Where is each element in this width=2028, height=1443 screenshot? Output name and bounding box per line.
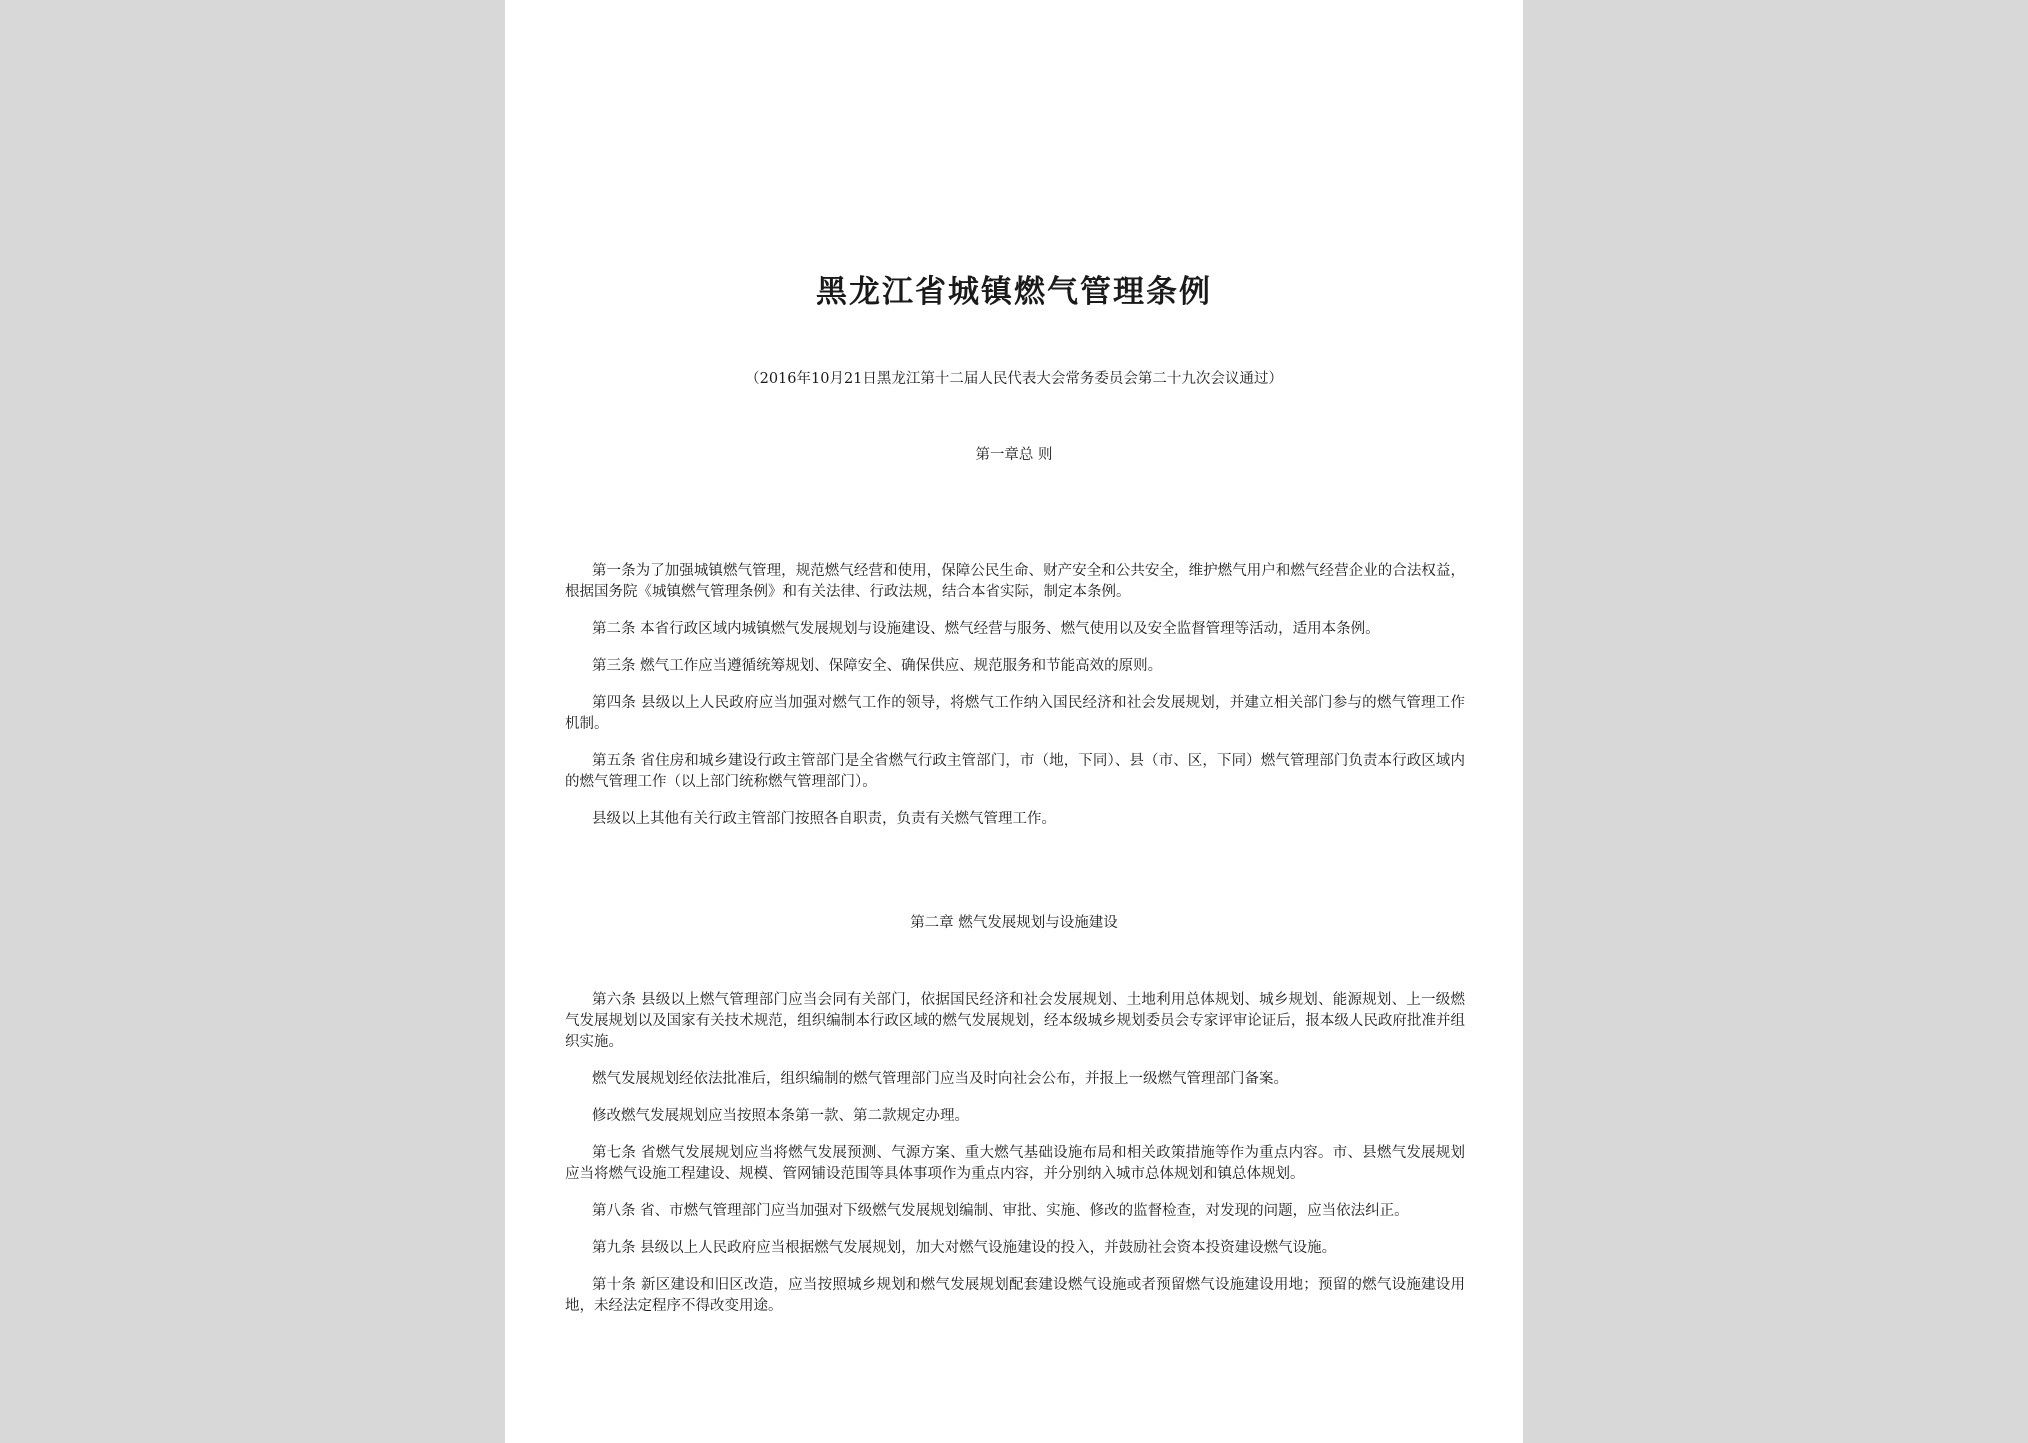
chapter-2-body	[565, 990, 1465, 1333]
article-6: 第六条 县级以上燃气管理部门应当会同有关部门，依据国民经济和社会发展规划、土地利用总体规划、城乡规划、能源规划、上一级燃气发展规划以及国家有关技术规范，组织编制本行政区域的燃气发展规划，经本级城乡规划委员会专家评审论证后，报本级人民政府批准并组织实施。	[565, 992, 1465, 1050]
chapter-1-body	[565, 561, 1465, 846]
chapter-1-heading: 第一章总 则	[975, 447, 1053, 463]
article-1: 第一条为了加强城镇燃气管理，规范燃气经营和使用，保障公民生命、财产安全和公共安全，维护燃气用户和燃气经营企业的合法权益，根据国务院《城镇燃气管理条例》和有关法律、行政法规，结合本省实际，制定本条例。	[565, 563, 1465, 600]
chapter-2-heading: 第二章 燃气发展规划与设施建设	[910, 915, 1118, 931]
article-7: 第七条 省燃气发展规划应当将燃气发展预测、气源方案、重大燃气基础设施布局和相关政策措施等作为重点内容。市、县燃气发展规划应当将燃气设施工程建设、规模、管网铺设范围等具体事项作为重点内容，并分别纳入城市总体规划和镇总体规划。	[565, 1145, 1465, 1182]
article-5: 第五条 省住房和城乡建设行政主管部门是全省燃气行政主管部门，市（地，下同）、县（市、区，下同）燃气管理部门负责本行政区域内的燃气管理工作（以上部门统称燃气管理部门）。	[565, 753, 1465, 790]
article-8: 第八条 省、市燃气管理部门应当加强对下级燃气发展规划编制、审批、实施、修改的监督检查，对发现的问题，应当依法纠正。	[592, 1203, 1409, 1219]
article-3: 第三条 燃气工作应当遵循统筹规划、保障安全、确保供应、规范服务和节能高效的原则。	[592, 658, 1163, 674]
article-9: 第九条 县级以上人民政府应当根据燃气发展规划，加大对燃气设施建设的投入，并鼓励社会资本投资建设燃气设施。	[592, 1240, 1337, 1256]
article-2: 第二条 本省行政区域内城镇燃气发展规划与设施建设、燃气经营与服务、燃气使用以及安全监督管理等活动，适用本条例。	[592, 621, 1380, 637]
article-6-paragraph-2: 燃气发展规划经依法批准后，组织编制的燃气管理部门应当及时向社会公布，并报上一级燃气管理部门备案。	[592, 1071, 1288, 1087]
article-5-paragraph-2: 县级以上其他有关行政主管部门按照各自职责，负责有关燃气管理工作。	[592, 811, 1056, 827]
document-title: 黑龙江省城镇燃气管理条例	[816, 274, 1212, 310]
article-6-paragraph-3: 修改燃气发展规划应当按照本条第一款、第二款规定办理。	[592, 1108, 969, 1124]
article-10: 第十条 新区建设和旧区改造，应当按照城乡规划和燃气发展规划配套建设燃气设施或者预留燃气设施建设用地；预留的燃气设施建设用地，未经法定程序不得改变用途。	[565, 1277, 1465, 1314]
document-page	[505, 0, 1523, 1443]
document-subtitle: （2016年10月21日黑龙江第十二届人民代表大会常务委员会第二十九次会议通过）	[745, 371, 1283, 387]
article-4: 第四条 县级以上人民政府应当加强对燃气工作的领导，将燃气工作纳入国民经济和社会发展规划，并建立相关部门参与的燃气管理工作机制。	[565, 695, 1465, 732]
